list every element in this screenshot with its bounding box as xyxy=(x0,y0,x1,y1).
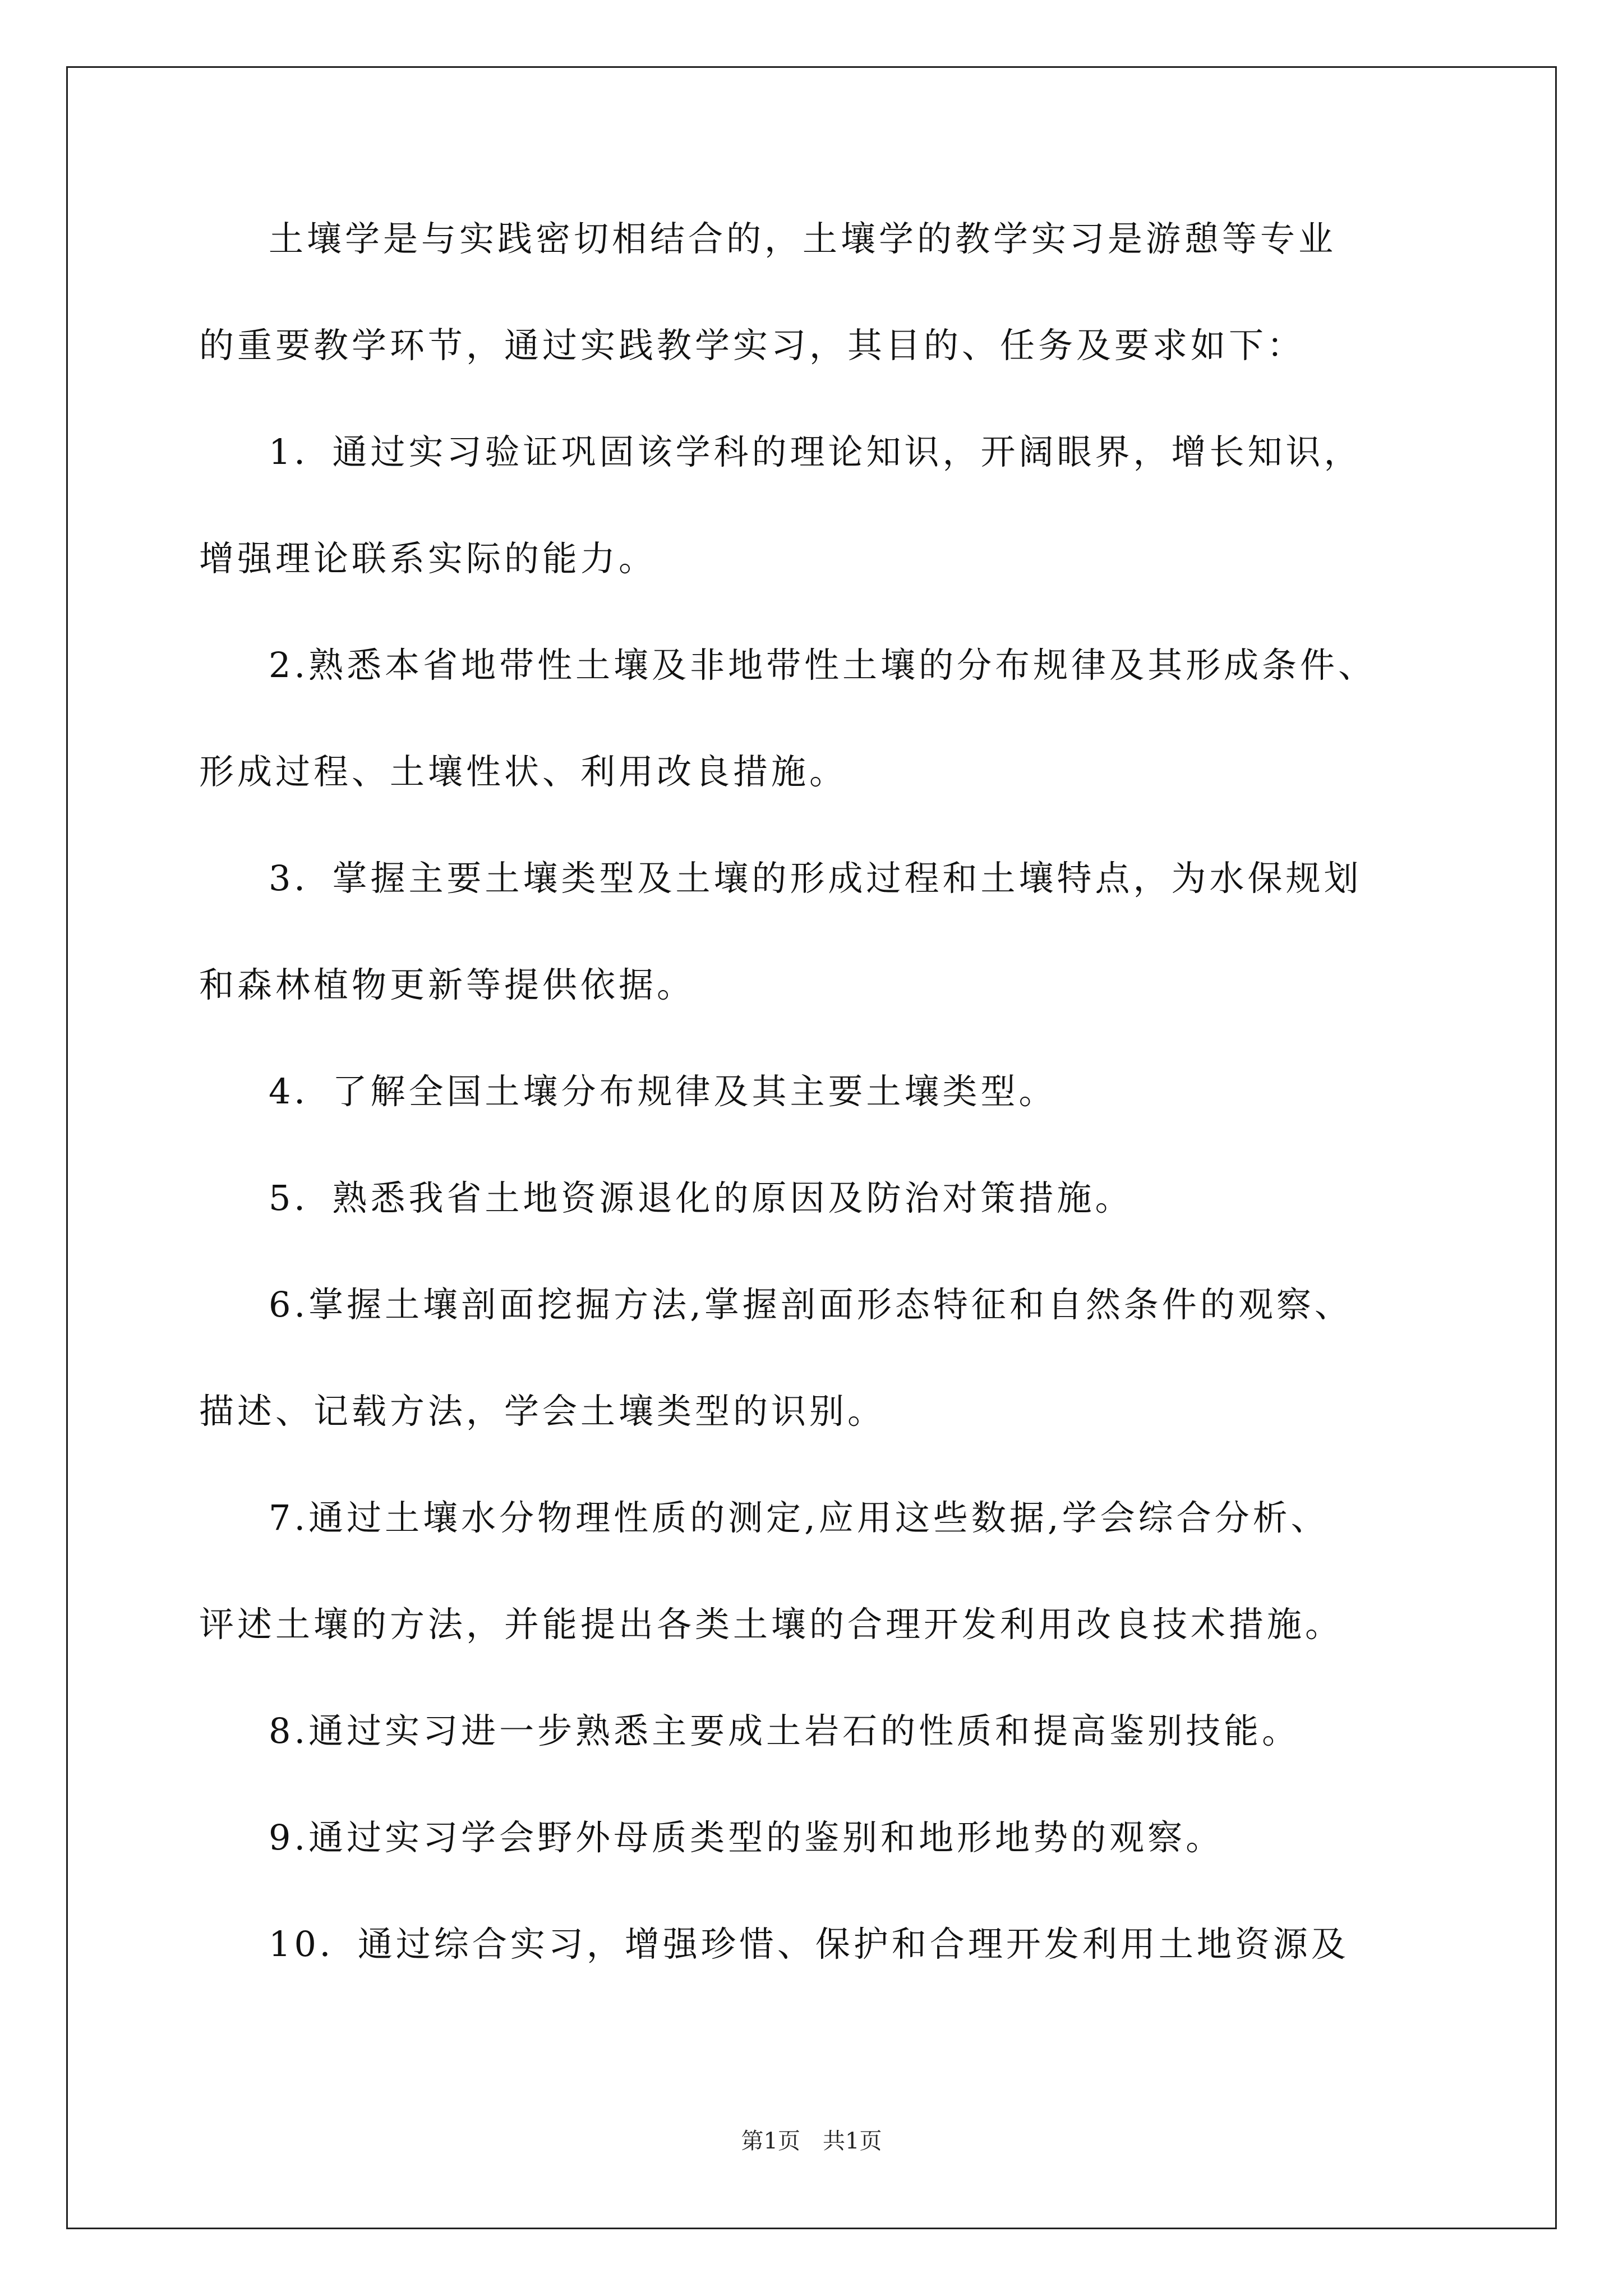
list-item-line: 2.熟悉本省地带性土壤及非地带性土壤的分布规律及其形成条件、 xyxy=(269,645,1377,685)
list-item-line: 增强理论联系实际的能力。 xyxy=(199,538,657,579)
list-item-line: 9.通过实习学会野外母质类型的鉴别和地形地势的观察。 xyxy=(269,1817,1224,1858)
list-item-line: 描述、记载方法，学会土壤类型的识别。 xyxy=(199,1391,886,1432)
page-number-footer: 第1页 共1页 xyxy=(741,2128,882,2154)
list-item-line: 1．通过实习验证巩固该学科的理论知识，开阔眼界，增长知识， xyxy=(269,431,1362,472)
list-item-line: 8.通过实习进一步熟悉主要成土岩石的性质和提高鉴别技能。 xyxy=(269,1710,1301,1751)
list-item-line: 形成过程、土壤性状、利用改良措施。 xyxy=(199,751,848,792)
list-item-line: 6.掌握土壤剖面挖掘方法,掌握剖面形态特征和自然条件的观察、 xyxy=(269,1284,1353,1325)
list-item-line: 评述土壤的方法，并能提出各类土壤的合理开发利用改良技术措施。 xyxy=(199,1604,1344,1645)
document-body xyxy=(199,218,1433,1964)
list-item-line: 4．了解全国土壤分布规律及其主要土壤类型。 xyxy=(269,1071,1057,1112)
list-item-line: 3．掌握主要土壤类型及土壤的形成过程和土壤特点，为水保规划 xyxy=(269,858,1362,899)
list-item-line: 10．通过综合实习，增强珍惜、保护和合理开发利用土地资源及 xyxy=(269,1924,1349,1964)
paragraph-line: 的重要教学环节，通过实践教学实习，其目的、任务及要求如下： xyxy=(199,325,1306,366)
list-item-line: 和森林植物更新等提供依据。 xyxy=(199,964,695,1005)
paragraph-line: 土壤学是与实践密切相结合的，土壤学的教学实习是游憩等专业 xyxy=(269,218,1337,259)
list-item-line: 5．熟悉我省土地资源退化的原因及防治对策措施。 xyxy=(269,1177,1133,1218)
list-item-line: 7.通过土壤水分物理性质的测定,应用这些数据,学会综合分析、 xyxy=(269,1497,1329,1538)
